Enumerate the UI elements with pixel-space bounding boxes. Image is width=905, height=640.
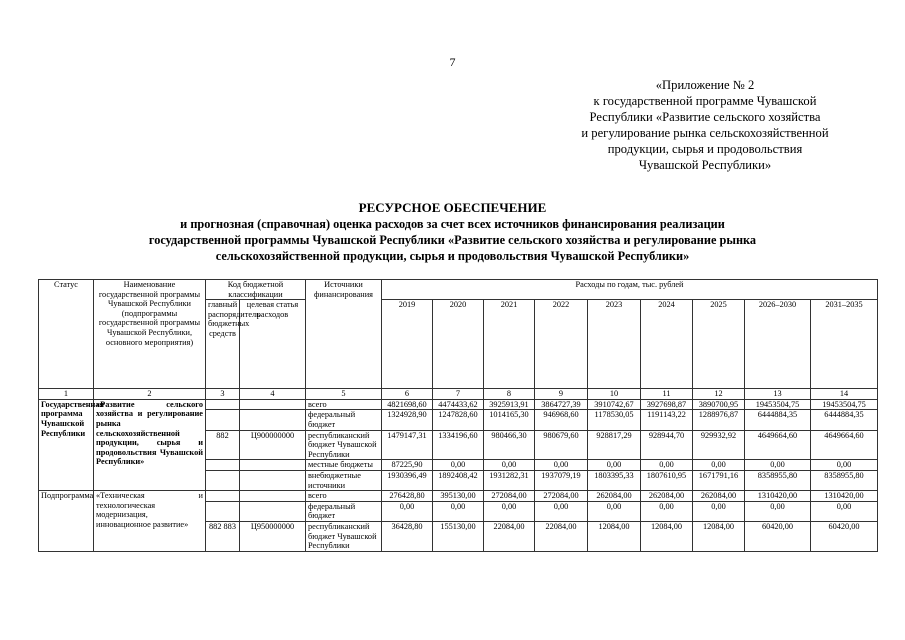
- appendix-block: [545, 77, 865, 173]
- row-value: 12084,00: [588, 521, 641, 551]
- row-source: местные бюджеты: [306, 460, 382, 471]
- row-target-code: [240, 491, 306, 502]
- row-value: 4649664,60: [811, 430, 878, 460]
- row-main-code: [206, 410, 240, 430]
- page-number: 7: [449, 55, 456, 69]
- row-value: 1247828,60: [433, 410, 484, 430]
- row-target-code: [240, 399, 306, 410]
- row-value: 1807610,95: [641, 470, 693, 490]
- row-main-code: [206, 399, 240, 410]
- row-value: 929932,92: [693, 430, 745, 460]
- table-row: [39, 399, 878, 410]
- row-value: 12084,00: [641, 521, 693, 551]
- header-status: Статус: [39, 280, 94, 389]
- row-value: 1937079,19: [535, 470, 588, 490]
- row-value: 0,00: [745, 460, 811, 471]
- row-main-code: [206, 501, 240, 521]
- budget-table: [38, 279, 878, 552]
- table-row: [39, 491, 878, 502]
- row-value: 87225,90: [382, 460, 433, 471]
- row-value: 3890700,95: [693, 399, 745, 410]
- row-value: 1671791,16: [693, 470, 745, 490]
- header-year: 2023: [588, 300, 641, 389]
- row-value: 1014165,30: [484, 410, 535, 430]
- row-value: 1803395,33: [588, 470, 641, 490]
- header-year: 2025: [693, 300, 745, 389]
- row-value: 1892408,42: [433, 470, 484, 490]
- row-value: 946968,60: [535, 410, 588, 430]
- header-code-group: Код бюджетной классификации: [206, 280, 306, 300]
- row-value: 22084,00: [484, 521, 535, 551]
- row-value: 0,00: [484, 501, 535, 521]
- column-number: 8: [484, 389, 535, 400]
- row-value: 0,00: [693, 460, 745, 471]
- column-number: 14: [811, 389, 878, 400]
- row-value: 0,00: [535, 460, 588, 471]
- row-main-code: 882: [206, 430, 240, 460]
- row-value: 3927698,87: [641, 399, 693, 410]
- row-value: 262084,00: [588, 491, 641, 502]
- row-value: 0,00: [382, 501, 433, 521]
- row-main-code: [206, 491, 240, 502]
- subtitle-line: сельскохозяйственной продукции, сырья и продовольствия Чувашской Республики»: [215, 249, 690, 263]
- column-number: 7: [433, 389, 484, 400]
- row-status: Подпрограмма: [39, 491, 94, 552]
- header-year: 2020: [433, 300, 484, 389]
- row-value: 395130,00: [433, 491, 484, 502]
- header-year: 2031–2035: [811, 300, 878, 389]
- row-main-code: [206, 470, 240, 490]
- row-value: 262084,00: [641, 491, 693, 502]
- row-source: внебюджетные источники: [306, 470, 382, 490]
- row-main-code: [206, 460, 240, 471]
- row-target-code: [240, 470, 306, 490]
- row-value: 0,00: [484, 460, 535, 471]
- row-value: 4821698,60: [382, 399, 433, 410]
- row-value: 1930396,49: [382, 470, 433, 490]
- row-value: 3910742,67: [588, 399, 641, 410]
- column-number: 3: [206, 389, 240, 400]
- row-value: 272084,00: [535, 491, 588, 502]
- appendix-line: продукции, сырья и продовольствия: [607, 142, 803, 156]
- header-code-target: целевая статья расходов: [240, 300, 306, 389]
- header-year: 2024: [641, 300, 693, 389]
- row-value: 0,00: [535, 501, 588, 521]
- column-number-row: [39, 389, 878, 400]
- row-value: 276428,80: [382, 491, 433, 502]
- row-status: Государственная программа Чувашской Республики: [39, 399, 94, 490]
- row-value: 272084,00: [484, 491, 535, 502]
- row-value: 4474433,62: [433, 399, 484, 410]
- column-number: 12: [693, 389, 745, 400]
- row-value: 928944,70: [641, 430, 693, 460]
- row-value: 3925913,91: [484, 399, 535, 410]
- row-value: 1334196,60: [433, 430, 484, 460]
- subtitle-line: государственной программы Чувашской Республики «Развитие сельского хозяйства и регулирование рынка: [148, 233, 757, 247]
- header-code-main: главный распорядитель бюджетных средств: [206, 300, 240, 389]
- row-value: 0,00: [693, 501, 745, 521]
- row-value: 0,00: [433, 460, 484, 471]
- row-target-code: Ц900000000: [240, 430, 306, 460]
- column-number: 10: [588, 389, 641, 400]
- row-value: 0,00: [811, 460, 878, 471]
- row-value: 980679,60: [535, 430, 588, 460]
- row-value: 8358955,80: [745, 470, 811, 490]
- document-title: РЕСУРСНОЕ ОБЕСПЕЧЕНИЕ: [358, 200, 547, 215]
- column-number: 1: [39, 389, 94, 400]
- subtitle-line: и прогнозная (справочная) оценка расходов за счет всех источников финансирования реализации: [180, 217, 725, 231]
- column-number: 9: [535, 389, 588, 400]
- row-value: 19453504,75: [811, 399, 878, 410]
- header-sources: Источники финансирования: [306, 280, 382, 389]
- row-name: «Техническая и технологическая модернизация, инновационное развитие»: [94, 491, 206, 552]
- document-subtitle: [60, 216, 845, 264]
- header-expenses-group: Расходы по годам, тыс. рублей: [382, 280, 878, 300]
- column-number: 13: [745, 389, 811, 400]
- row-value: 155130,00: [433, 521, 484, 551]
- header-year: 2019: [382, 300, 433, 389]
- row-value: 1931282,31: [484, 470, 535, 490]
- row-target-code: [240, 460, 306, 471]
- row-value: 3864727,39: [535, 399, 588, 410]
- row-value: 1310420,00: [811, 491, 878, 502]
- row-value: 60420,00: [745, 521, 811, 551]
- appendix-line: Чувашской Республики»: [638, 158, 772, 172]
- row-value: 0,00: [811, 501, 878, 521]
- row-source: республиканский бюджет Чувашской Республики: [306, 521, 382, 551]
- row-value: 60420,00: [811, 521, 878, 551]
- row-source: федеральный бюджет: [306, 501, 382, 521]
- row-target-code: [240, 501, 306, 521]
- row-source: республиканский бюджет Чувашской Республики: [306, 430, 382, 460]
- header-year: 2022: [535, 300, 588, 389]
- row-value: 1178530,05: [588, 410, 641, 430]
- row-value: 0,00: [641, 460, 693, 471]
- row-value: 4649664,60: [745, 430, 811, 460]
- row-target-code: [240, 410, 306, 430]
- header-year: 2026–2030: [745, 300, 811, 389]
- row-value: 6444884,35: [811, 410, 878, 430]
- row-value: 12084,00: [693, 521, 745, 551]
- row-value: 0,00: [745, 501, 811, 521]
- row-main-code: 882 883: [206, 521, 240, 551]
- row-value: 0,00: [588, 460, 641, 471]
- header-name: Наименование государственной программы Чувашской Республики (подпрограммы государственной программы Чувашской Республики, основного мероприятия): [94, 280, 206, 389]
- appendix-line: и регулирование рынка сельскохозяйственной: [581, 126, 829, 140]
- row-value: 0,00: [433, 501, 484, 521]
- column-number: 4: [240, 389, 306, 400]
- appendix-line: к государственной программе Чувашской: [593, 94, 817, 108]
- column-number: 2: [94, 389, 206, 400]
- row-value: 1191143,22: [641, 410, 693, 430]
- appendix-line: «Приложение № 2: [655, 78, 755, 92]
- row-value: 22084,00: [535, 521, 588, 551]
- row-value: 36428,80: [382, 521, 433, 551]
- row-name: «Развитие сельского хозяйства и регулирование рынка сельскохозяйственной продукции, сырья и продовольствия Чувашской Республики»: [94, 399, 206, 490]
- row-value: 1324928,90: [382, 410, 433, 430]
- row-source: всего: [306, 399, 382, 410]
- row-source: всего: [306, 491, 382, 502]
- row-value: 262084,00: [693, 491, 745, 502]
- row-target-code: Ц950000000: [240, 521, 306, 551]
- row-value: 1288976,87: [693, 410, 745, 430]
- row-value: 980466,30: [484, 430, 535, 460]
- row-value: 1479147,31: [382, 430, 433, 460]
- row-value: 1310420,00: [745, 491, 811, 502]
- column-number: 6: [382, 389, 433, 400]
- column-number: 11: [641, 389, 693, 400]
- row-value: 0,00: [588, 501, 641, 521]
- header-year: 2021: [484, 300, 535, 389]
- row-value: 928817,29: [588, 430, 641, 460]
- column-number: 5: [306, 389, 382, 400]
- row-value: 19453504,75: [745, 399, 811, 410]
- row-value: 8358955,80: [811, 470, 878, 490]
- row-value: 0,00: [641, 501, 693, 521]
- row-value: 6444884,35: [745, 410, 811, 430]
- row-source: федеральный бюджет: [306, 410, 382, 430]
- appendix-line: Республики «Развитие сельского хозяйства: [589, 110, 821, 124]
